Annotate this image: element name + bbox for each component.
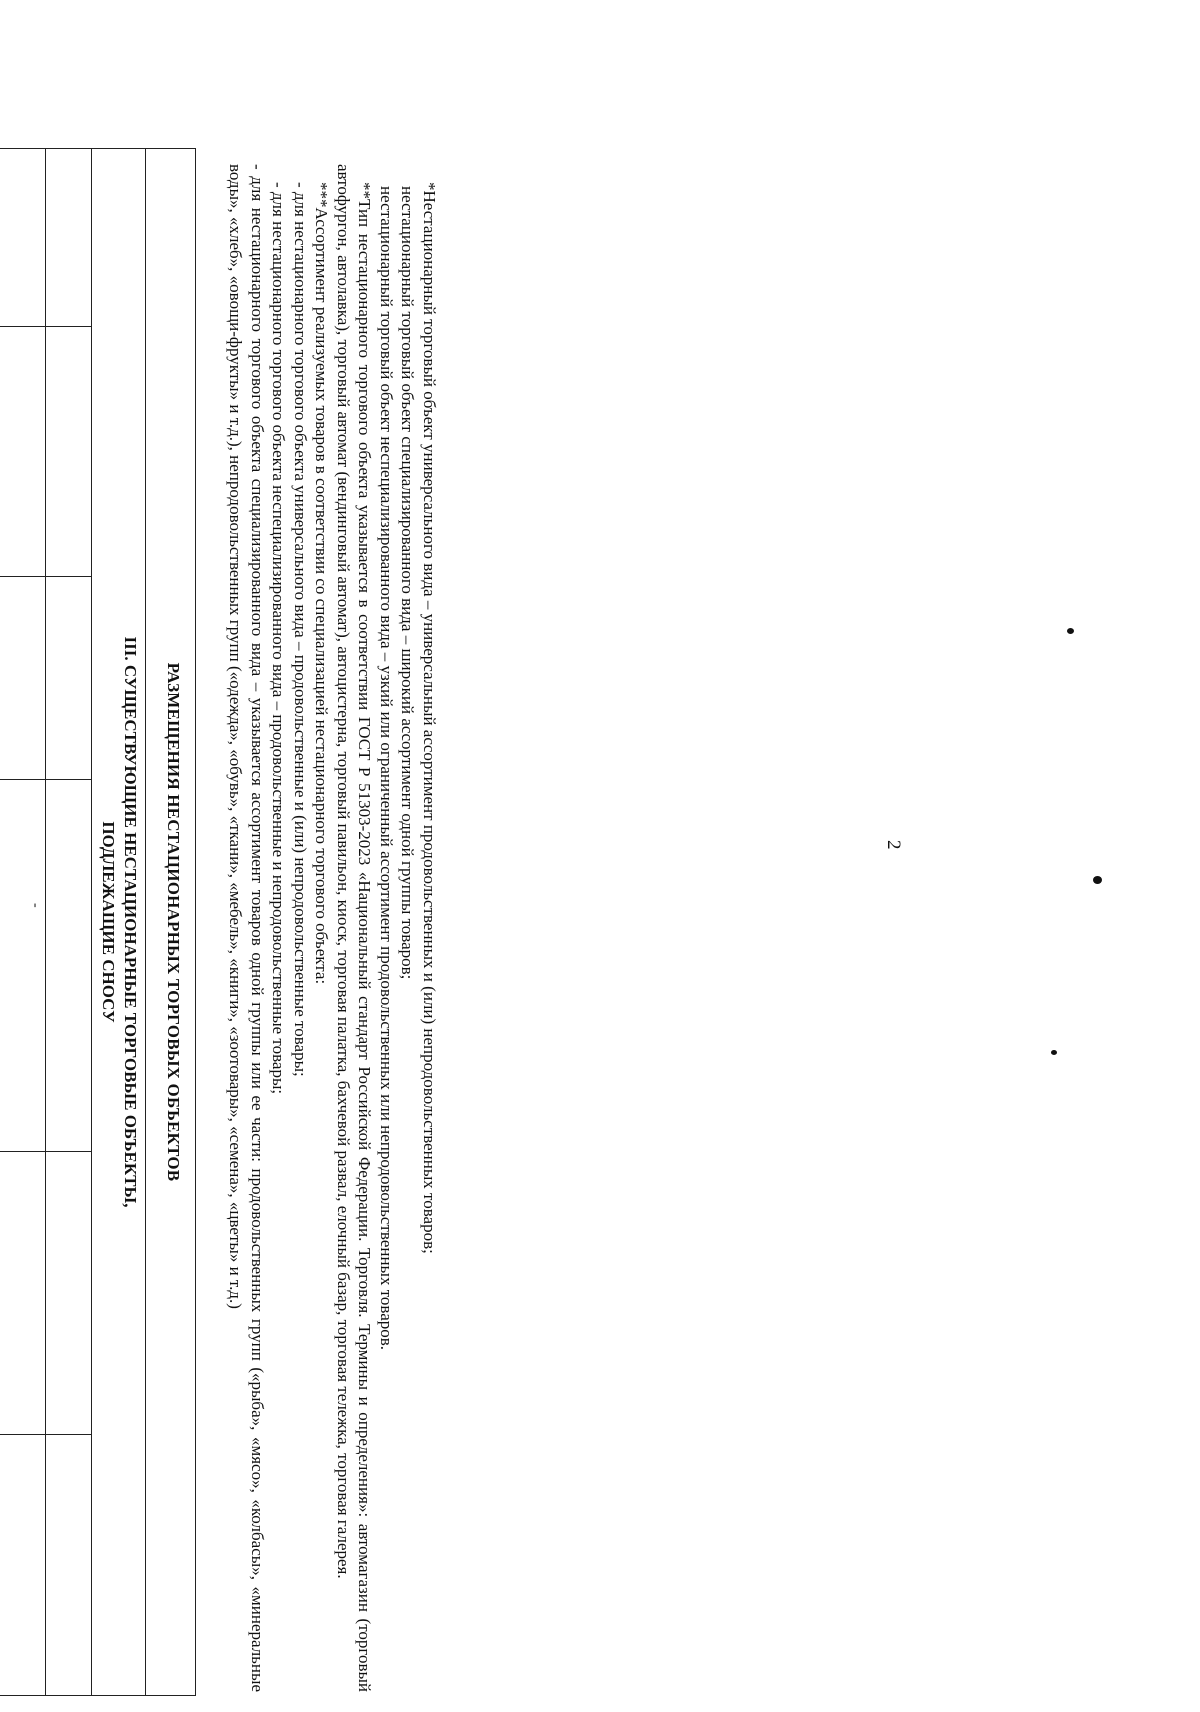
- column-divider: [46, 576, 91, 577]
- column-divider: [0, 326, 45, 327]
- column-divider: [46, 326, 91, 327]
- table-title: РАЗМЕЩЕНИЯ НЕСТАЦИОНАРНЫХ ТОРГОВЫХ ОБЪЕКТОВ: [164, 662, 183, 1182]
- table-header-cells-row: [45, 149, 91, 1695]
- footnote-1-line-2: нестационарный торговый объект специализированного вида – широкий ассортимент одной группы товаров;: [398, 186, 418, 980]
- section-heading: [97, 149, 141, 1695]
- column-divider: [0, 1151, 45, 1152]
- table-cell-mark: -: [28, 903, 43, 908]
- scan-speck: [1093, 876, 1102, 884]
- column-divider: [46, 1434, 91, 1435]
- footnote-1-line-3: нестационарный торговый объект неспециализированного вида – узкий или ограниченный ассортимент продовольственных или непродовольственных товаров.: [377, 186, 396, 1351]
- footnote-3-item-nonspecialized: - для нестационарного торгового объекта неспециализированного вида – продовольственные и непродовольственные товары;: [269, 182, 289, 1095]
- table-empty-cells-row: [0, 149, 45, 1695]
- column-divider: [0, 1434, 45, 1435]
- footnotes: [225, 164, 440, 1692]
- footnote-3-item-universal: - для нестационарного торгового объекта универсального вида – продовольственные и (или) непродовольственные товары;: [291, 182, 310, 1077]
- footnote-3-item-specialized: - для нестационарного торгового объекта специализированного вида – указывается ассортимент товаров одной группы или ее части: продовольственных групп («рыба», «мясо», «колбасы», «минеральные воды», «хлеб», «овощи-фрукты» и т.д.), непродовольственных групп («одежда», «обувь», «ткани», «мебель», «книги», «зоотовары», «семена», «цветы» и т.д.): [226, 164, 267, 1692]
- objects-table: [0, 148, 196, 1696]
- table-title-row: [145, 149, 195, 1695]
- scan-speck: [1051, 1050, 1057, 1055]
- column-divider: [46, 779, 91, 780]
- footnote-1-line-1: *Нестационарный торговый объект универсального вида – универсальный ассортимент продовольственных и (или) непродовольственных товаров;: [420, 182, 439, 1254]
- footnote-2: **Тип нестационарного торгового объекта указывается в соответствии ГОСТ Р 51303-2023 «Национальный стандарт Российской Федерации. Торговля. Термины и определения»: автомагазин (торговый автофургон, автолавка), торговый автомат (вендинговый автомат), автоцистерна, торговый павильон, киоск, торговая палатка, бахчевой развал, елочный базар, торговая тележка, торговая галерея.: [334, 164, 375, 1692]
- table-section-row: [91, 149, 145, 1695]
- section-heading-line2: ПОДЛЕЖАЩИЕ СНОСУ: [99, 821, 118, 1023]
- section-heading-line1: III. СУЩЕСТВУЮЩИЕ НЕСТАЦИОНАРНЫЕ ТОРГОВЫЕ ОБЪЕКТЫ,: [121, 636, 140, 1208]
- column-divider: [0, 779, 45, 780]
- column-divider: [0, 576, 45, 577]
- footnote-3: ***Ассортимент реализуемых товаров в соответствии со специализацией нестационарного торгового объекта:: [312, 182, 332, 985]
- scan-speck: [1067, 628, 1074, 634]
- column-divider: [46, 1151, 91, 1152]
- page-number: 2: [883, 840, 904, 850]
